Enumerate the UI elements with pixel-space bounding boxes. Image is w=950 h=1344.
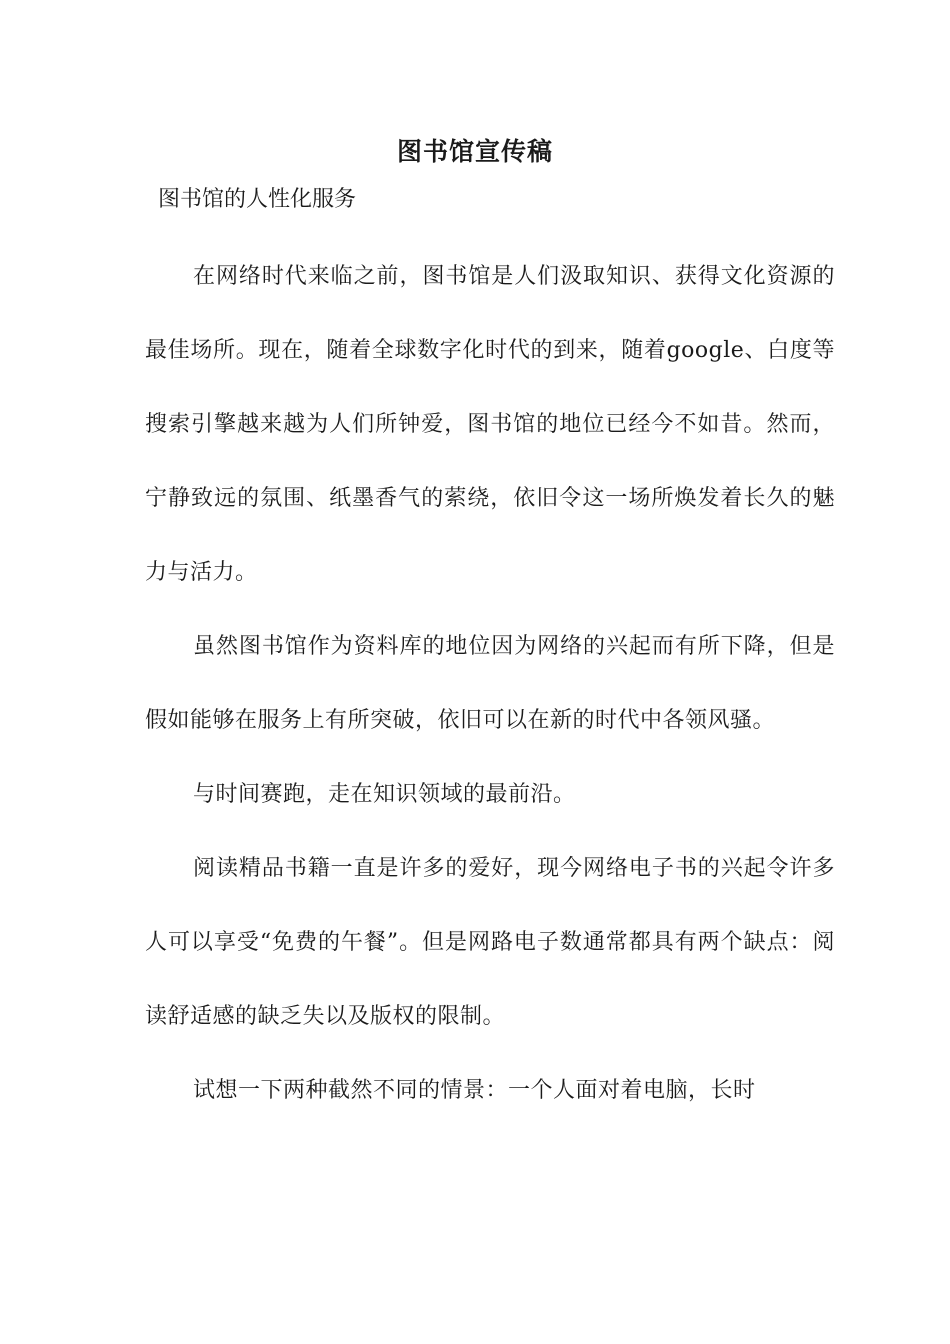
document-subtitle: 图书馆的人性化服务 xyxy=(158,187,357,212)
paragraph: 试想一下两种截然不同的情景：一个人面对着电脑，长时 xyxy=(193,1078,756,1103)
paragraph: 在网络时代来临之前，图书馆是人们汲取知识、获得文化资源的最佳场所。现在，随着全球数字化时代的到来，随着google、白度等搜索引擎越来越为人们所钟爱，图书馆的地位已经今不如昔。然而，宁静致远的氛围、纸墨香气的萦绕，依旧令这一场所焕发着长久的魅力与活力。 xyxy=(145,264,835,585)
paragraph: 虽然图书馆作为资料库的地位因为网络的兴起而有所下降，但是假如能够在服务上有所突破，依旧可以在新的时代中各领风骚。 xyxy=(145,634,835,733)
paragraph: 阅读精品书籍一直是许多的爱好，现今网络电子书的兴起令许多人可以享受“免费的午餐”。但是网路电子数通常都具有两个缺点：阅读舒适感的缺乏失以及版权的限制。 xyxy=(145,856,835,1029)
document-title: 图书馆宣传稿 xyxy=(396,137,553,166)
document-body xyxy=(145,240,835,1128)
paragraph: 与时间赛跑，走在知识领域的最前沿。 xyxy=(193,782,576,807)
